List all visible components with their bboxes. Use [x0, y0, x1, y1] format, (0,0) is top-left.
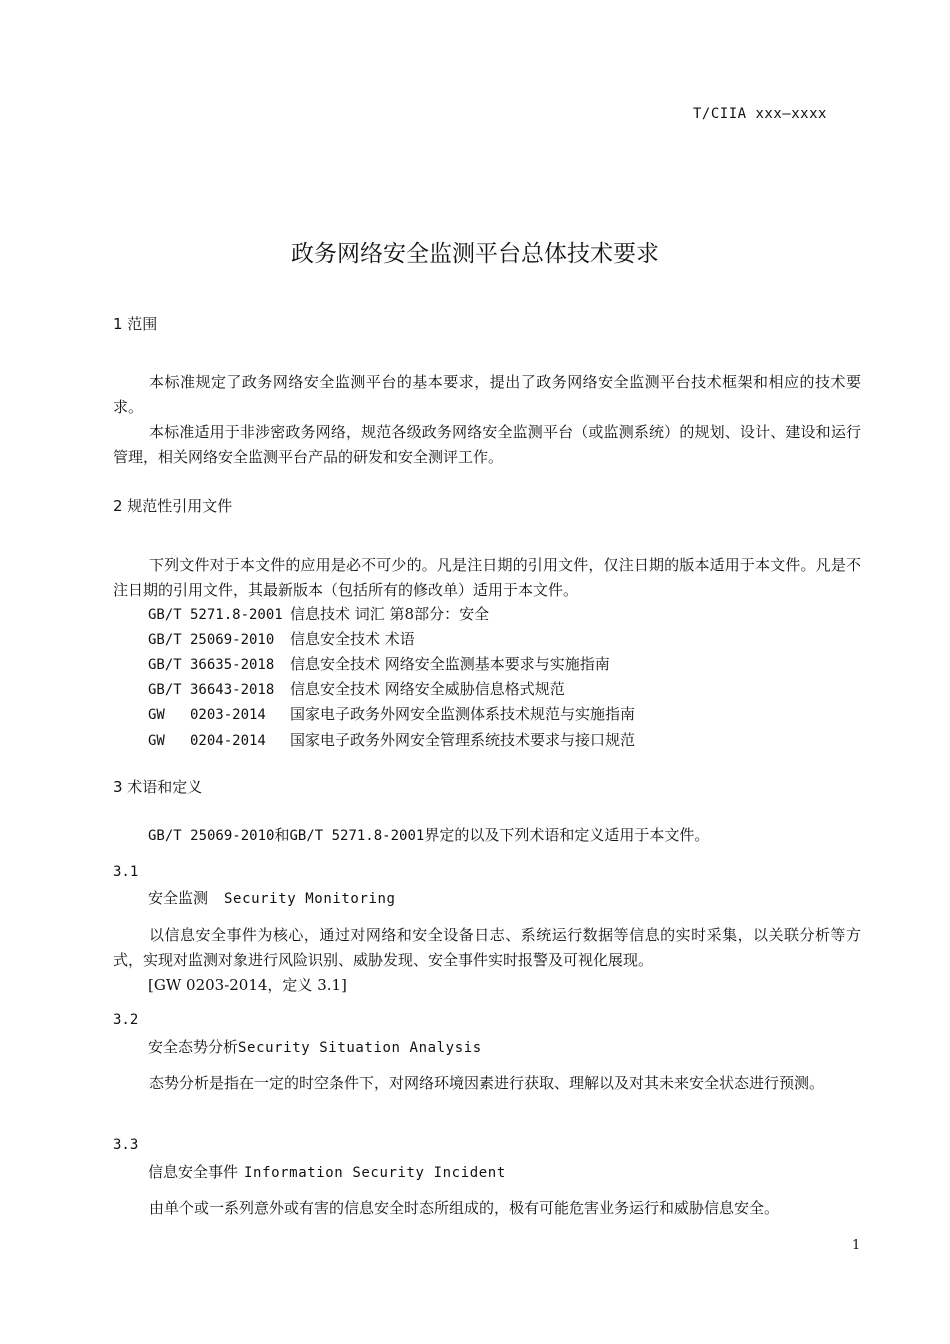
section-2-intro: 下列文件对于本文件的应用是必不可少的。凡是注日期的引用文件，仅注日期的版本适用于本文件。凡是不注日期的引用文件，其最新版本（包括所有的修改单）适用于本文件。: [113, 556, 861, 599]
reference-code: 5271.8-2001: [190, 607, 283, 623]
section-1-paragraph-2: 本标准适用于非涉密政务网络，规范各级政务网络安全监测平台（或监测系统）的规划、设计、建设和运行管理，相关网络安全监测平台产品的研发和安全测评工作。: [113, 423, 861, 466]
term-number: 3.3: [113, 1137, 139, 1153]
intro-standard-ref: GB/T 5271.8-2001: [289, 828, 425, 844]
reference-prefix: GW: [148, 733, 165, 749]
term-chinese: 信息安全事件: [148, 1163, 239, 1181]
reference-title: 信息技术 词汇 第8部分：安全: [290, 605, 490, 623]
section-1-heading: 1 范围: [113, 315, 158, 333]
term-number: 3.2: [113, 1012, 139, 1028]
reference-code: 0204-2014: [190, 733, 266, 749]
standard-number: T/CIIA xxx—xxxx: [693, 106, 827, 122]
term-heading: [148, 1161, 506, 1182]
document-title: 政务网络安全监测平台总体技术要求: [291, 241, 659, 267]
term-definition: 态势分析是指在一定的时空条件下，对网络环境因素进行获取、理解以及对其未来安全状态进行预测。: [149, 1074, 825, 1092]
reference-item: [148, 653, 610, 674]
intro-conjunction: 和: [274, 826, 290, 844]
reference-item: [148, 729, 635, 750]
section-1-paragraph-1: 本标准规定了政务网络安全监测平台的基本要求，提出了政务网络安全监测平台技术框架和相应的技术要求。: [113, 373, 861, 416]
reference-title: 信息安全技术 网络安全监测基本要求与实施指南: [290, 655, 610, 673]
reference-title: 国家电子政务外网安全监测体系技术规范与实施指南: [290, 705, 636, 723]
term-heading: [148, 1036, 482, 1057]
reference-prefix: GW: [148, 707, 165, 723]
term-chinese: 安全监测: [148, 889, 209, 907]
term-source: [GW 0203-2014，定义 3.1]: [148, 976, 347, 994]
reference-code: 36635-2018: [190, 657, 275, 673]
section-2-heading: 2 规范性引用文件: [113, 497, 233, 515]
intro-text: 界定的以及下列术语和定义适用于本文件。: [424, 826, 710, 844]
reference-item: [148, 628, 415, 649]
term-definition: 由单个或一系列意外或有害的信息安全时态所组成的，极有可能危害业务运行和威胁信息安全。: [149, 1199, 780, 1217]
reference-title: 信息安全技术 术语: [290, 630, 415, 648]
intro-standard-ref: GB/T 25069-2010: [148, 828, 275, 844]
section-3-intro: [148, 824, 709, 845]
term-english: Information Security Incident: [244, 1165, 506, 1181]
page-number: 1: [852, 1238, 861, 1253]
reference-item: [148, 678, 565, 699]
reference-prefix: GB/T: [148, 657, 182, 673]
term-english: Security Situation Analysis: [238, 1040, 482, 1056]
reference-code: 36643-2018: [190, 682, 275, 698]
term-chinese: 安全态势分析: [148, 1038, 239, 1056]
term-heading: [148, 887, 396, 908]
reference-prefix: GB/T: [148, 632, 182, 648]
reference-item: [148, 603, 489, 624]
term-definition: 以信息安全事件为核心，通过对网络和安全设备日志、系统运行数据等信息的实时采集，以关联分析等方式，实现对监测对象进行风险识别、威胁发现、安全事件实时报警及可视化展现。: [113, 926, 861, 969]
term-english: Security Monitoring: [224, 891, 396, 907]
reference-code: 0203-2014: [190, 707, 266, 723]
term-number: 3.1: [113, 864, 139, 880]
reference-prefix: GB/T: [148, 607, 182, 623]
reference-item: [148, 703, 635, 724]
section-3-heading: 3 术语和定义: [113, 778, 203, 796]
reference-title: 信息安全技术 网络安全威胁信息格式规范: [290, 680, 565, 698]
reference-title: 国家电子政务外网安全管理系统技术要求与接口规范: [290, 731, 636, 749]
reference-prefix: GB/T: [148, 682, 182, 698]
reference-code: 25069-2010: [190, 632, 275, 648]
